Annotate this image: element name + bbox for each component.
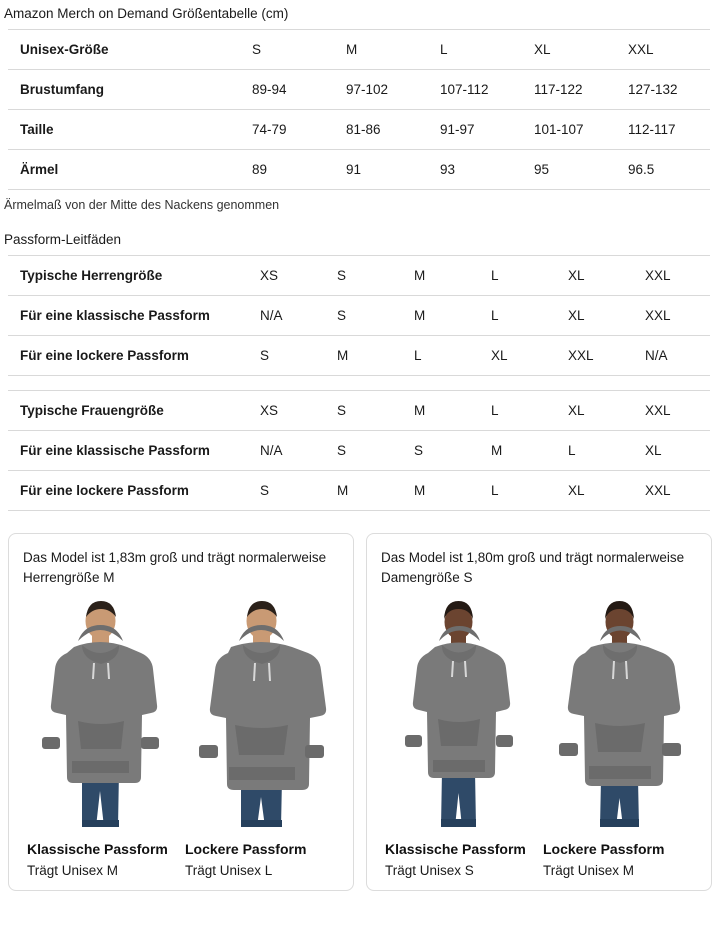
cell: 112-117: [616, 110, 710, 150]
cell: S: [325, 296, 402, 336]
row-label: Brustumfang: [8, 70, 240, 110]
table-row: [8, 296, 710, 336]
cell: 95: [522, 150, 616, 190]
cell: 93: [428, 150, 522, 190]
fit-name: Lockere Passform: [185, 841, 307, 858]
cell: 91-97: [428, 110, 522, 150]
cell: N/A: [248, 296, 325, 336]
table-row: [8, 70, 710, 110]
cell: XL: [556, 391, 633, 431]
table-row: [8, 256, 710, 296]
cell: 97-102: [334, 70, 428, 110]
unisex-size-table: [8, 29, 710, 190]
row-label: Für eine lockere Passform: [8, 336, 248, 376]
male-relaxed-hoodie-illustration: [187, 595, 337, 831]
cell: S: [325, 431, 402, 471]
cell: 101-107: [522, 110, 616, 150]
cell: 96.5: [616, 150, 710, 190]
model-figures: [23, 595, 339, 831]
cell: S: [325, 256, 402, 296]
cell: M: [402, 471, 479, 511]
cell: M: [402, 391, 479, 431]
row-label: Typische Frauengröße: [8, 391, 248, 431]
figure-male-relaxed: [184, 595, 339, 831]
fit-name: Lockere Passform: [543, 841, 665, 858]
cell: L: [479, 296, 556, 336]
fit-size: Trägt Unisex S: [385, 863, 474, 879]
table-row: [8, 431, 710, 471]
womens-fit-table: [8, 390, 710, 511]
model-card-male: [8, 533, 354, 891]
cell: XL: [522, 30, 616, 70]
cell: 107-112: [428, 70, 522, 110]
cell: XXL: [633, 391, 710, 431]
row-label: Unisex-Größe: [8, 30, 240, 70]
model-cards: [8, 533, 712, 891]
female-classic-hoodie-illustration: [384, 595, 534, 831]
row-label: Für eine lockere Passform: [8, 471, 248, 511]
fit-name: Klassische Passform: [27, 841, 168, 858]
cell: XL: [556, 296, 633, 336]
cell: XXL: [633, 471, 710, 511]
cell: S: [248, 471, 325, 511]
row-label: Taille: [8, 110, 240, 150]
cell: L: [479, 256, 556, 296]
male-fit-labels: [23, 841, 339, 878]
female-fit-labels: [381, 841, 697, 878]
mens-fit-table: [8, 255, 710, 376]
cell: L: [402, 336, 479, 376]
cell: XS: [248, 256, 325, 296]
table-row: [8, 391, 710, 431]
table-row: [8, 471, 710, 511]
page-title: Amazon Merch on Demand Größentabelle (cm): [4, 6, 289, 21]
cell: 74-79: [240, 110, 334, 150]
fit-label-male-classic: [23, 841, 181, 878]
cell: XL: [556, 256, 633, 296]
fit-name: Klassische Passform: [385, 841, 526, 858]
cell: XL: [556, 471, 633, 511]
female-relaxed-hoodie-illustration: [545, 595, 695, 831]
figure-female-classic: [381, 595, 536, 831]
table-row: [8, 30, 710, 70]
figure-male-classic: [23, 595, 178, 831]
cell: S: [240, 30, 334, 70]
table-spacer: [0, 376, 720, 390]
cell: M: [334, 30, 428, 70]
fit-label-female-relaxed: [539, 841, 697, 878]
cell: S: [325, 391, 402, 431]
cell: L: [479, 391, 556, 431]
model-card-female: [366, 533, 712, 891]
male-classic-hoodie-illustration: [26, 595, 176, 831]
cell: M: [325, 471, 402, 511]
sleeve-measurement-note: Ärmelmaß von der Mitte des Nackens genommen: [4, 198, 280, 212]
row-label: Typische Herrengröße: [8, 256, 248, 296]
cell: S: [248, 336, 325, 376]
figure-female-relaxed: [542, 595, 697, 831]
fit-size: Trägt Unisex M: [27, 863, 119, 879]
cell: 91: [334, 150, 428, 190]
cell: M: [479, 431, 556, 471]
cell: M: [402, 296, 479, 336]
fit-label-male-relaxed: [181, 841, 339, 878]
fit-guides-label: Passform-Leitfäden: [4, 232, 122, 247]
cell: 117-122: [522, 70, 616, 110]
cell: XXL: [633, 256, 710, 296]
cell: XXL: [633, 296, 710, 336]
model-caption: Das Model ist 1,83m groß und trägt normalerweise Herrengröße M: [23, 550, 327, 585]
fit-size: Trägt Unisex M: [543, 863, 635, 879]
cell: XS: [248, 391, 325, 431]
fit-label-female-classic: [381, 841, 539, 878]
cell: XL: [479, 336, 556, 376]
row-label: Ärmel: [8, 150, 240, 190]
cell: 89-94: [240, 70, 334, 110]
cell: L: [556, 431, 633, 471]
model-caption: Das Model ist 1,80m groß und trägt normalerweise Damengröße S: [381, 550, 685, 585]
cell: 81-86: [334, 110, 428, 150]
table-row: [8, 150, 710, 190]
model-figures: [381, 595, 697, 831]
fit-size: Trägt Unisex L: [185, 863, 273, 879]
row-label: Für eine klassische Passform: [8, 296, 248, 336]
row-label: Für eine klassische Passform: [8, 431, 248, 471]
cell: L: [428, 30, 522, 70]
cell: L: [479, 471, 556, 511]
table-row: [8, 336, 710, 376]
cell: XXL: [556, 336, 633, 376]
cell: 89: [240, 150, 334, 190]
cell: S: [402, 431, 479, 471]
cell: M: [402, 256, 479, 296]
cell: XL: [633, 431, 710, 471]
cell: N/A: [633, 336, 710, 376]
cell: XXL: [616, 30, 710, 70]
table-row: [8, 110, 710, 150]
cell: N/A: [248, 431, 325, 471]
cell: 127-132: [616, 70, 710, 110]
cell: M: [325, 336, 402, 376]
